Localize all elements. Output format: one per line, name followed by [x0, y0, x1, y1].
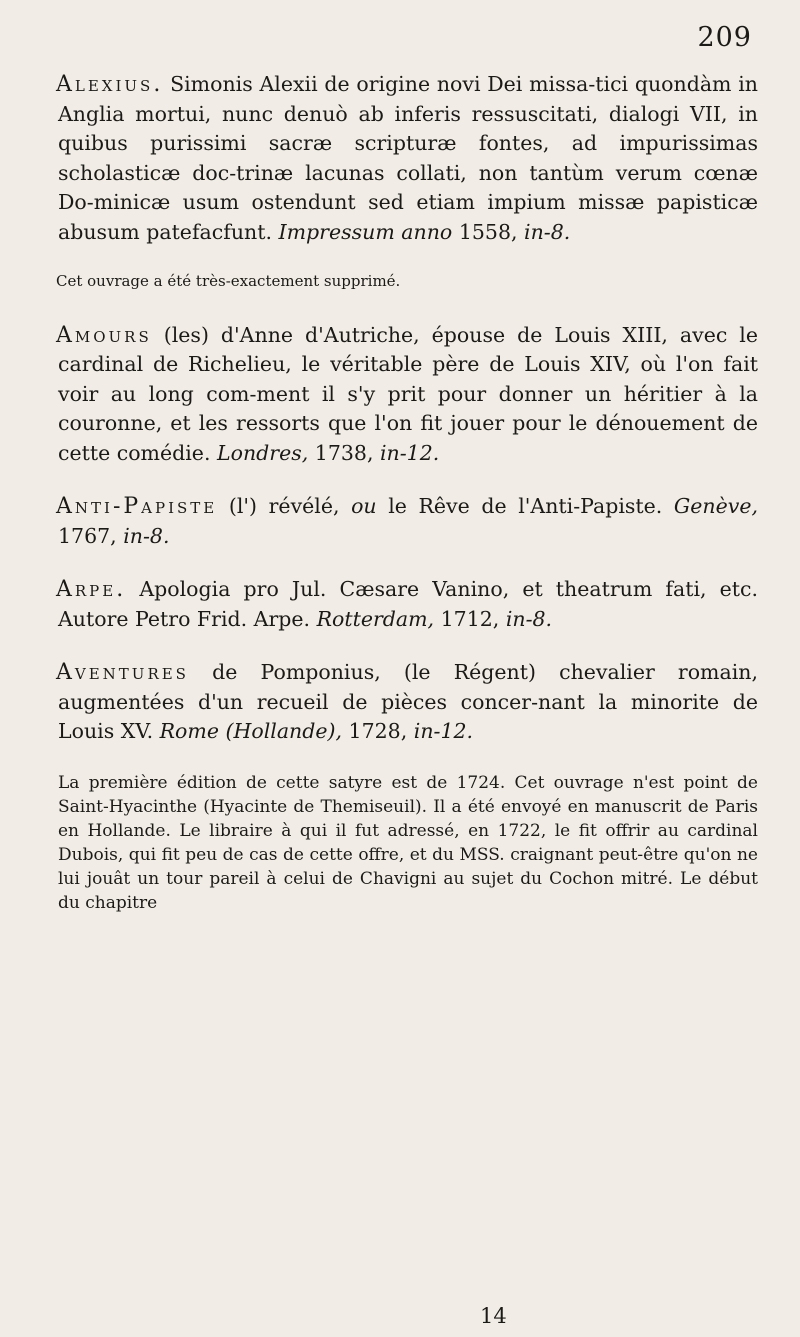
entry-imprint: Londres, [217, 440, 309, 465]
entry-text: (l') révélé, [228, 494, 340, 518]
entry-imprint: Impressum anno [278, 219, 453, 244]
entry-format: in-12. [380, 440, 440, 465]
entry-text: (les) d'Anne d'Autriche, épouse de Louis XIII, avec le cardinal de Richelieu, le véritable père de Louis XIV, où l'on fait voir au long com-ment il s'y prit pour donner un héritier à la couronne, et les ressorts que l'on fit jouer pour le dénouement de cette comédie. [58, 322, 758, 465]
entry-imprint: Rome (Hollande), [159, 719, 343, 743]
entry-format: in-8. [123, 523, 170, 548]
entry-arpe [58, 575, 758, 634]
entry-alexius [58, 70, 758, 247]
entry-imprint: Genève, [673, 494, 758, 518]
catalog-entries [58, 70, 758, 915]
entry-anti-papiste [58, 492, 758, 551]
entry-headword: Alexius. [56, 72, 164, 97]
entry-aventures [58, 658, 758, 747]
page-number: 209 [697, 22, 752, 53]
entry-amours [58, 321, 758, 469]
entry-headword: Arpe. [56, 577, 127, 602]
entry-date: 1558, [458, 219, 518, 244]
remark-italic: Cochon mitré. [549, 868, 674, 889]
entry-headword: Amours [56, 322, 152, 348]
entry-date: 1712, [440, 606, 500, 631]
entry-format: in-12. [413, 719, 474, 743]
remark-text: La première édition de cette satyre est de 1724. Cet ouvrage n'est point de Saint-Hyacinthe (Hyacinte de Themiseuil). Il a été envoyé en manuscrit de Paris en Hollande. Le libraire à qui il fut adressé, en 1722, le fit offrir au cardinal Dubois, qui fit peu de cas de cette offre, et du MSS. craignant peut-être qu'on ne lui jouât un tour pareil à celui de Chavigni au sujet du [58, 772, 758, 889]
entry-imprint: Rotterdam, [316, 606, 435, 631]
entry-text: Apologia pro Jul. Cæsare Vanino, et theatrum fati, etc. Autore Petro Frid. Arpe. [58, 577, 758, 631]
entry-note [58, 265, 758, 297]
entry-format: in-8. [505, 606, 553, 631]
entry-date: 1728, [348, 719, 408, 743]
entry-text-continued: le Rêve de l'Anti-Papiste. [388, 494, 663, 518]
entry-text: Simonis Alexii de origine novi Dei missa-tici quondàm in Anglia mortui, nunc denuò ab inferis ressuscitati, dialogi VII, in quibus purissimi sacræ scripturæ fontes, ad impurissimas scholasticæ doc-trinæ lacunas collati, non tantùm verum cœnæ Do-minicæ usum ostendunt sed etiam impium missæ papisticæ abusum patefacfunt. [58, 72, 758, 244]
entry-format: in-8. [524, 219, 571, 244]
entry-note-text: Cet ouvrage a été très-exactement supprimé. [56, 272, 401, 290]
remark-text-end: Le début du chapitre [58, 868, 759, 913]
entry-headword: Anti-Papiste [56, 494, 218, 519]
editorial-remark [58, 771, 758, 915]
signature-mark: 14 [480, 1304, 507, 1328]
entry-headword: Aventures [56, 660, 189, 685]
entry-date: 1767, [58, 523, 117, 548]
entry-date: 1738, [314, 440, 374, 465]
entry-text-italic: ou [351, 494, 377, 518]
entry-text: de Pomponius, (le Régent) chevalier romain, augmentées d'un recueil de pièces concer-nant la minorite de Louis XV. [58, 660, 758, 743]
